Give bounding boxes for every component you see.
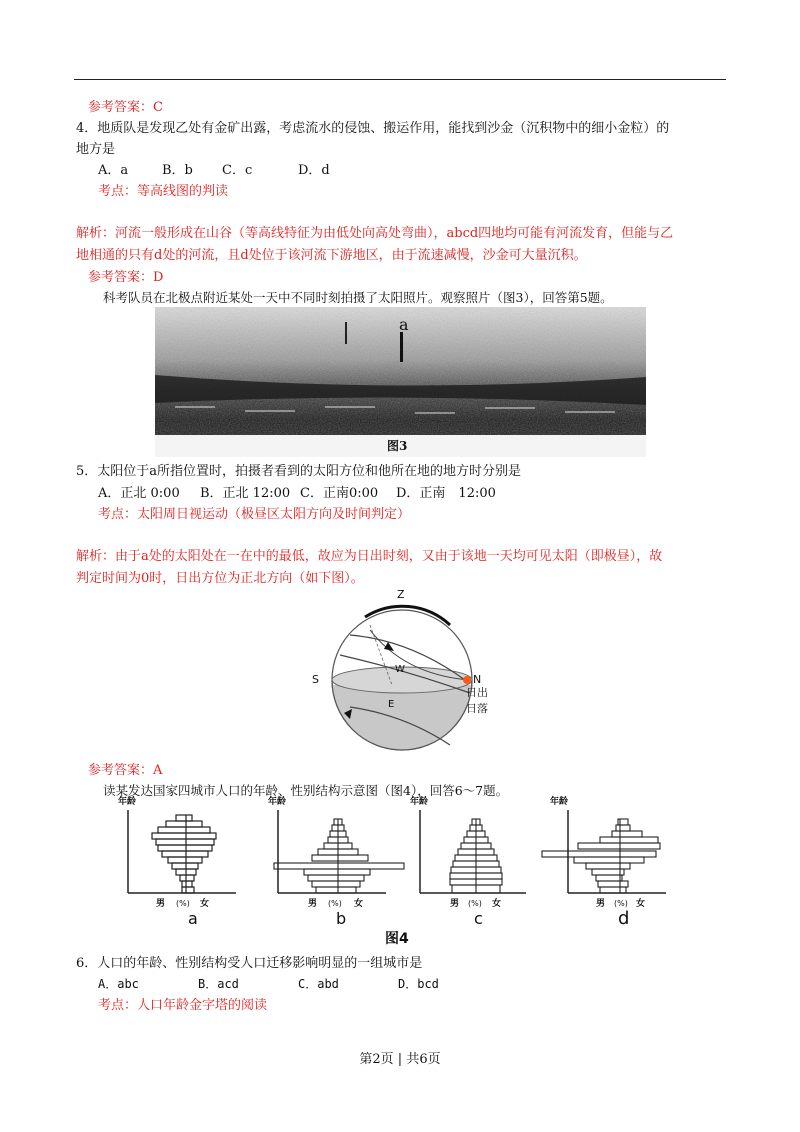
pyramid-a-label: a bbox=[188, 909, 198, 928]
q5-analysis-line2: 判定时间为0时，日出方位为正北方向（如下图）。 bbox=[76, 571, 364, 586]
q67-intro: 读某发达国家四城市人口的年龄、性别结构示意图（图4），回答6～7题。 bbox=[103, 783, 509, 798]
pyramid-b-female: 女 bbox=[354, 899, 364, 909]
pyramid-d-male: 男 bbox=[596, 899, 606, 909]
pyramid-a-male: 男 bbox=[156, 899, 166, 909]
pyramid-c-female: 女 bbox=[492, 899, 502, 909]
pyramid-d-female: 女 bbox=[636, 899, 646, 909]
zenith-label: Z bbox=[397, 588, 405, 601]
east-label: E bbox=[388, 699, 395, 710]
q5-option-c: C．正南0:00 bbox=[300, 486, 379, 501]
pyramid-c-male: 男 bbox=[450, 899, 460, 909]
pyramid-a bbox=[118, 797, 240, 945]
celestial-sphere-diagram bbox=[310, 585, 510, 760]
pyramid-c-age-axis: 年龄 bbox=[410, 797, 429, 807]
q5-point: 考点：太阳周日视运动（极昼区太阳方向及时间判定） bbox=[98, 507, 411, 522]
sunrise-label: 日出 bbox=[466, 686, 488, 699]
figure-3-caption: 图3 bbox=[387, 439, 408, 453]
q5-intro: 科考队员在北极点附近某处一天中不同时刻拍摄了太阳照片。观察照片（图3），回答第5题。 bbox=[103, 290, 613, 305]
south-label: S bbox=[312, 673, 319, 686]
q5-option-d: D．正南 12:00 bbox=[396, 486, 496, 501]
pyramid-b bbox=[268, 797, 408, 945]
q5-option-a: A．正北 0:00 bbox=[98, 486, 180, 501]
q5-option-b: B．正北 12:00 bbox=[200, 486, 291, 501]
q4-point: 考点：等高线图的判读 bbox=[98, 184, 229, 199]
pyramid-d-age-axis: 年龄 bbox=[550, 797, 569, 807]
q6-option-d: D．bcd bbox=[398, 977, 439, 991]
figure-3-sun-photo bbox=[155, 307, 646, 457]
q6-stem: 6．人口的年龄、性别结构受人口迁移影响明显的一组城市是 bbox=[76, 956, 423, 971]
q5-stem: 5．太阳位于a所指位置时，拍摄者看到的太阳方位和他所在地的地方时分别是 bbox=[76, 464, 522, 479]
pyramid-a-pct: (%) bbox=[176, 899, 190, 908]
q4-options bbox=[98, 163, 330, 180]
q6-point: 考点：人口年龄金字塔的阅读 bbox=[98, 998, 268, 1013]
pyramid-b-pct: (%) bbox=[328, 899, 342, 908]
answer-label: 参考答案：A bbox=[88, 763, 163, 778]
answer-label: 参考答案：C bbox=[88, 100, 163, 115]
answer-label: 参考答案：D bbox=[88, 270, 164, 285]
q4-option-a: A．a bbox=[98, 163, 129, 178]
q6-options bbox=[98, 977, 439, 993]
q6-option-c: C．abd bbox=[298, 977, 339, 991]
pyramid-d-pct: (%) bbox=[614, 899, 628, 908]
q6-option-a: A．abc bbox=[98, 977, 139, 991]
pyramid-d bbox=[540, 797, 670, 945]
q5-options bbox=[98, 486, 496, 503]
north-label: N bbox=[473, 673, 482, 686]
q4-analysis-line2: 地相通的只有d处的河流，且d处位于该河流下游地区，由于流速减慢，沙金可大量沉积。 bbox=[76, 248, 587, 263]
q4-stem-line2: 地方是 bbox=[76, 142, 116, 157]
sunset-label: 日落 bbox=[466, 702, 488, 715]
pyramid-c-pct: (%) bbox=[468, 899, 482, 908]
pyramid-b-age-axis: 年龄 bbox=[268, 797, 287, 807]
pyramid-b-label: b bbox=[336, 909, 347, 928]
pyramid-a-female: 女 bbox=[200, 899, 210, 909]
figure-3-point-a: a bbox=[399, 315, 409, 334]
pyramid-a-age-axis: 年龄 bbox=[118, 797, 137, 807]
q5-analysis-line1: 解析：由于a处的太阳处在一在中的最低，故应为日出时刻，又由于该地一天均可见太阳（即极昼），故 bbox=[76, 549, 663, 564]
q4-option-b: B．b bbox=[162, 163, 193, 178]
q4-option-c: C．c bbox=[222, 163, 253, 178]
figure-4-caption: 图4 bbox=[385, 931, 409, 947]
q6-option-b: B．acd bbox=[198, 977, 239, 991]
west-label: W bbox=[395, 664, 405, 675]
q4-stem-line1: 4．地质队是发现乙处有金矿出露，考虑流水的侵蚀、搬运作用，能找到沙金（沉积物中的细小金粒）的 bbox=[76, 121, 670, 136]
q4-option-d: D．d bbox=[298, 163, 330, 178]
pyramid-b-male: 男 bbox=[308, 899, 318, 909]
pyramid-c bbox=[410, 797, 530, 945]
pyramid-c-label: c bbox=[474, 909, 483, 928]
pyramid-d-label: d bbox=[618, 908, 630, 929]
q4-analysis-line1: 解析：河流一般形成在山谷（等高线特征为由低处向高处弯曲），abcd四地均可能有河流发育，但能与乙 bbox=[76, 226, 674, 241]
header-rule bbox=[74, 79, 726, 80]
page-footer: 第2页 | 共6页 bbox=[359, 1052, 441, 1067]
